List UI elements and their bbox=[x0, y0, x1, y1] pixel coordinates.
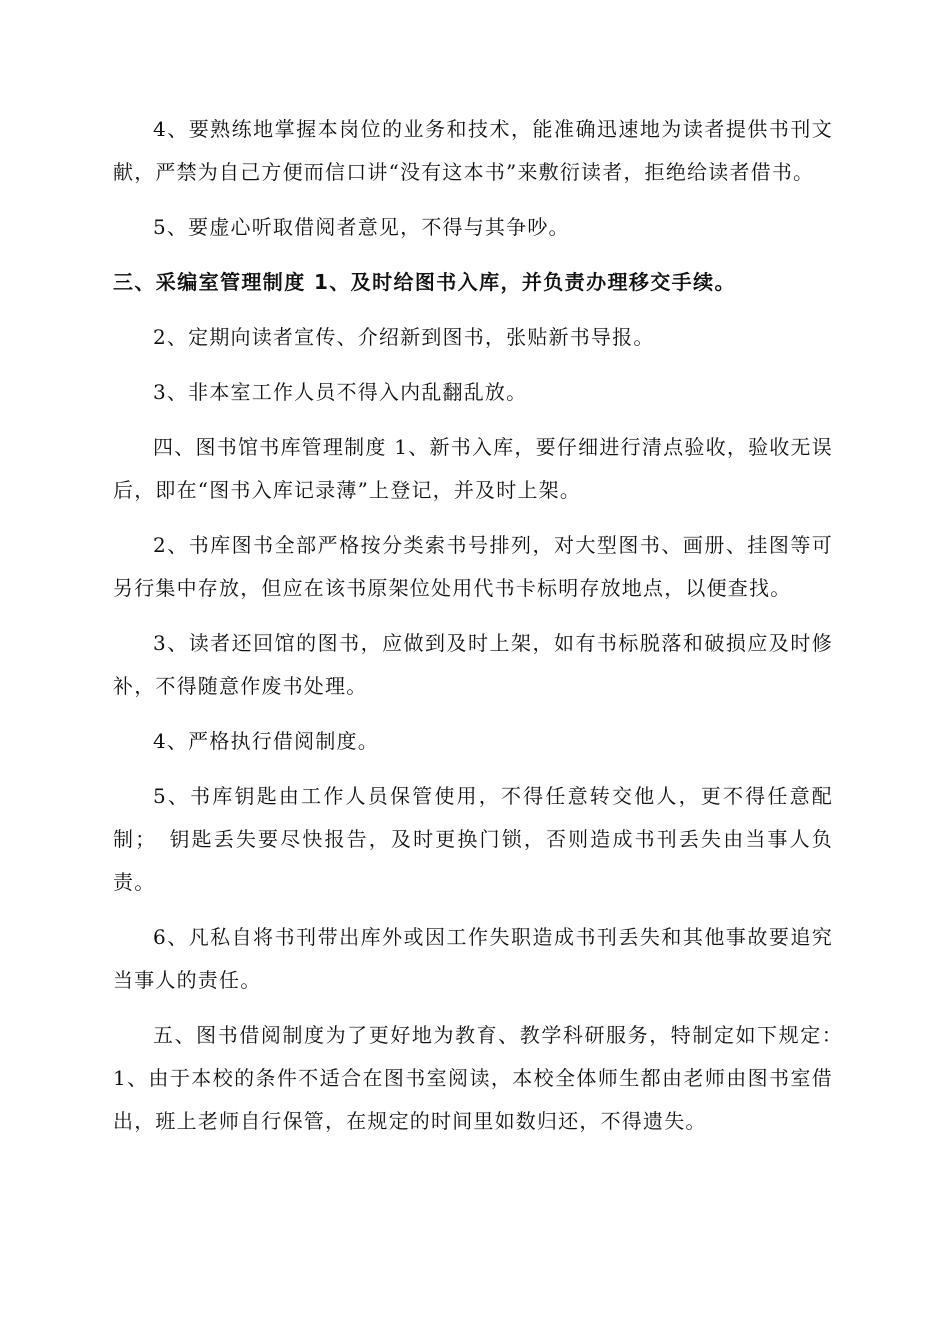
paragraph-lending-system: 4、严格执行借阅制度。 bbox=[153, 729, 379, 753]
document-body bbox=[113, 108, 855, 1155]
paragraph-key-custody: 5、书库钥匙由工作人员保管使用，不得任意转交他人，更不得任意配制； 钥匙丢失要尽快报告，及时更换门锁，否则造成书刊丢失由当事人负责。 bbox=[113, 784, 833, 894]
paragraph-stack-room-rules: 四、图书馆书库管理制度 1、新书入库，要仔细进行清点验收，验收无误后，即在“图书入库记录薄”上登记，并及时上架。 bbox=[113, 435, 833, 502]
paragraph-shelving-order: 2、书库图书全部严格按分类索书号排列，对大型图书、画册、挂图等可另行集中存放，但应在该书原架位处用代书卡标明存放地点，以便查找。 bbox=[113, 533, 833, 600]
paragraph-borrowing-rules: 五、图书借阅制度为了更好地为教育、教学科研服务，特制定如下规定： 1、由于本校的条件不适合在图书室阅读，本校全体师生都由老师由图书室借出，班上老师自行保管，在规定的时间里如数归还，不得遗失。 bbox=[113, 1023, 855, 1133]
section-heading-acquisition-room: 三、采编室管理制度 1、及时给图书入库，并负责办理移交手续。 bbox=[113, 270, 736, 294]
paragraph-promote-new-books: 2、定期向读者宣传、介绍新到图书，张贴新书导报。 bbox=[153, 325, 655, 349]
paragraph-no-entry: 3、非本室工作人员不得入内乱翻乱放。 bbox=[153, 380, 528, 404]
paragraph-returned-books: 3、读者还回馆的图书，应做到及时上架，如有书标脱落和破损应及时修补，不得随意作废书处理。 bbox=[113, 631, 833, 698]
paragraph-rule-5-listen: 5、要虚心听取借阅者意见，不得与其争吵。 bbox=[153, 215, 570, 239]
paragraph-liability: 6、凡私自将书刊带出库外或因工作失职造成书刊丢失和其他事故要追究当事人的责任。 bbox=[113, 925, 833, 992]
paragraph-rule-4-skills: 4、要熟练地掌握本岗位的业务和技术，能准确迅速地为读者提供书刊文献，严禁为自己方便而信口讲“没有这本书”来敷衍读者，拒绝给读者借书。 bbox=[113, 117, 833, 184]
